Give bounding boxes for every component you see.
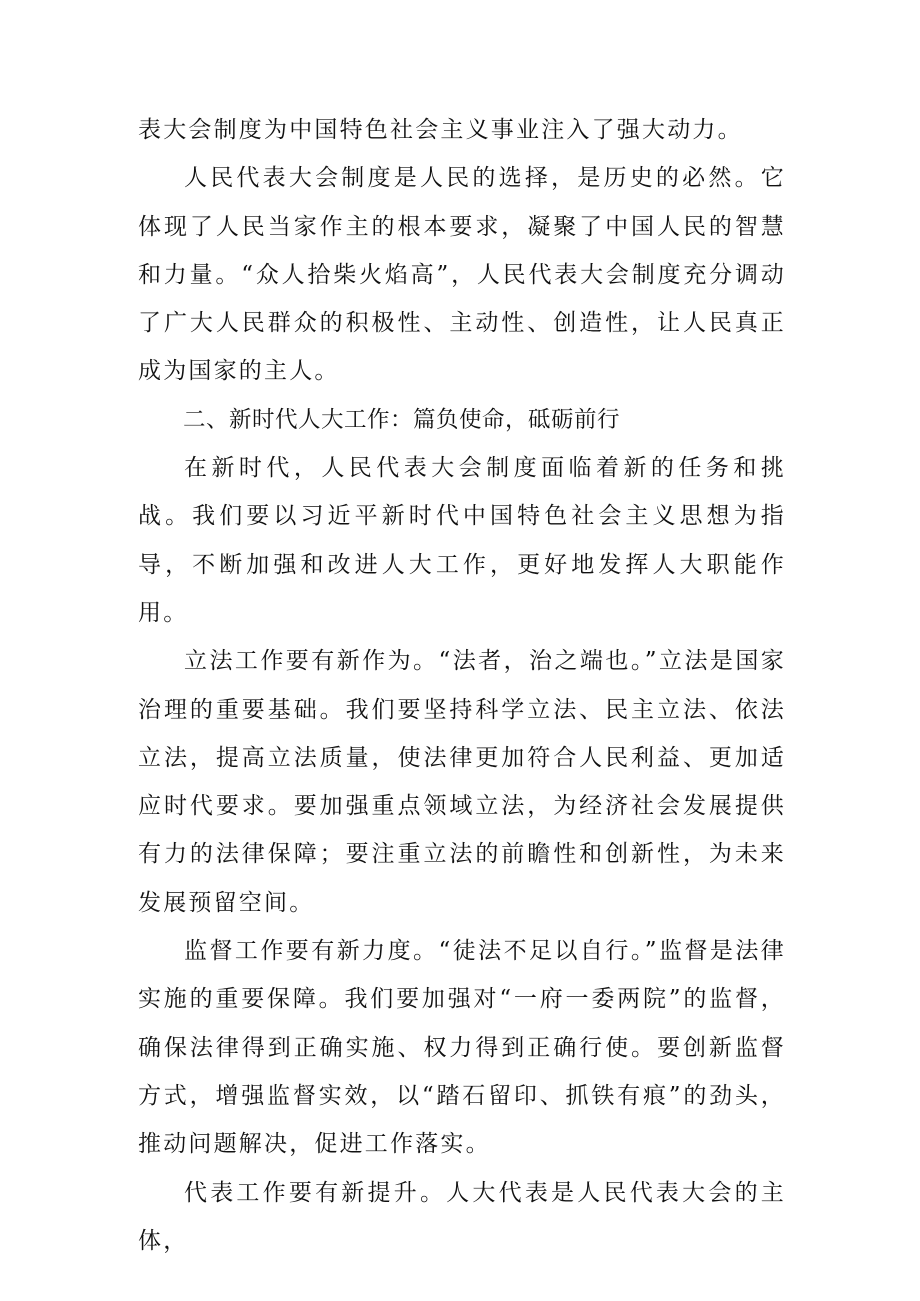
paragraph-legislation: 立法工作要有新作为。“法者，治之端也。”立法是国家治理的重要基础。我们要坚持科学立法、民主立法、依法立法，提高立法质量，使法律更加符合人民利益、更加适应时代要求。要加强重点领域立法，为经济社会发展提供有力的法律保障；要注重立法的前瞻性和创新性，为未来发展预留空间。 [138, 648, 786, 916]
paragraph-new-era: 在新时代，人民代表大会制度面临着新的任务和挑战。我们要以习近平新时代中国特色社会主义思想为指导，不断加强和改进人大工作，更好地发挥人大职能作用。 [138, 455, 786, 626]
document-body [138, 106, 786, 1265]
paragraph-continuation: 表大会制度为中国特色社会主义事业注入了强大动力。 [138, 117, 743, 143]
paragraph-deputies: 代表工作要有新提升。人大代表是人民代表大会的主体， [138, 1179, 786, 1254]
paragraph-people-choice: 人民代表大会制度是人民的选择，是历史的必然。它体现了人民当家作主的根本要求，凝聚了中国人民的智慧和力量。“众人拾柴火焰高”，人民代表大会制度充分调动了广大人民群众的积极性、主动性、创造性，让人民真正成为国家的主人。 [138, 165, 786, 385]
section-heading: 二、新时代人大工作：篇负使命，砥砺前行 [183, 406, 621, 433]
paragraph-supervision: 监督工作要有新力度。“徒法不足以自行。”监督是法律实施的重要保障。我们要加强对“一府一委两院”的监督，确保法律得到正确实施、权力得到正确行使。要创新监督方式，增强监督实效，以“踏石留印、抓铁有痕”的劲头，推动问题解决，促进工作落实。 [138, 938, 786, 1158]
